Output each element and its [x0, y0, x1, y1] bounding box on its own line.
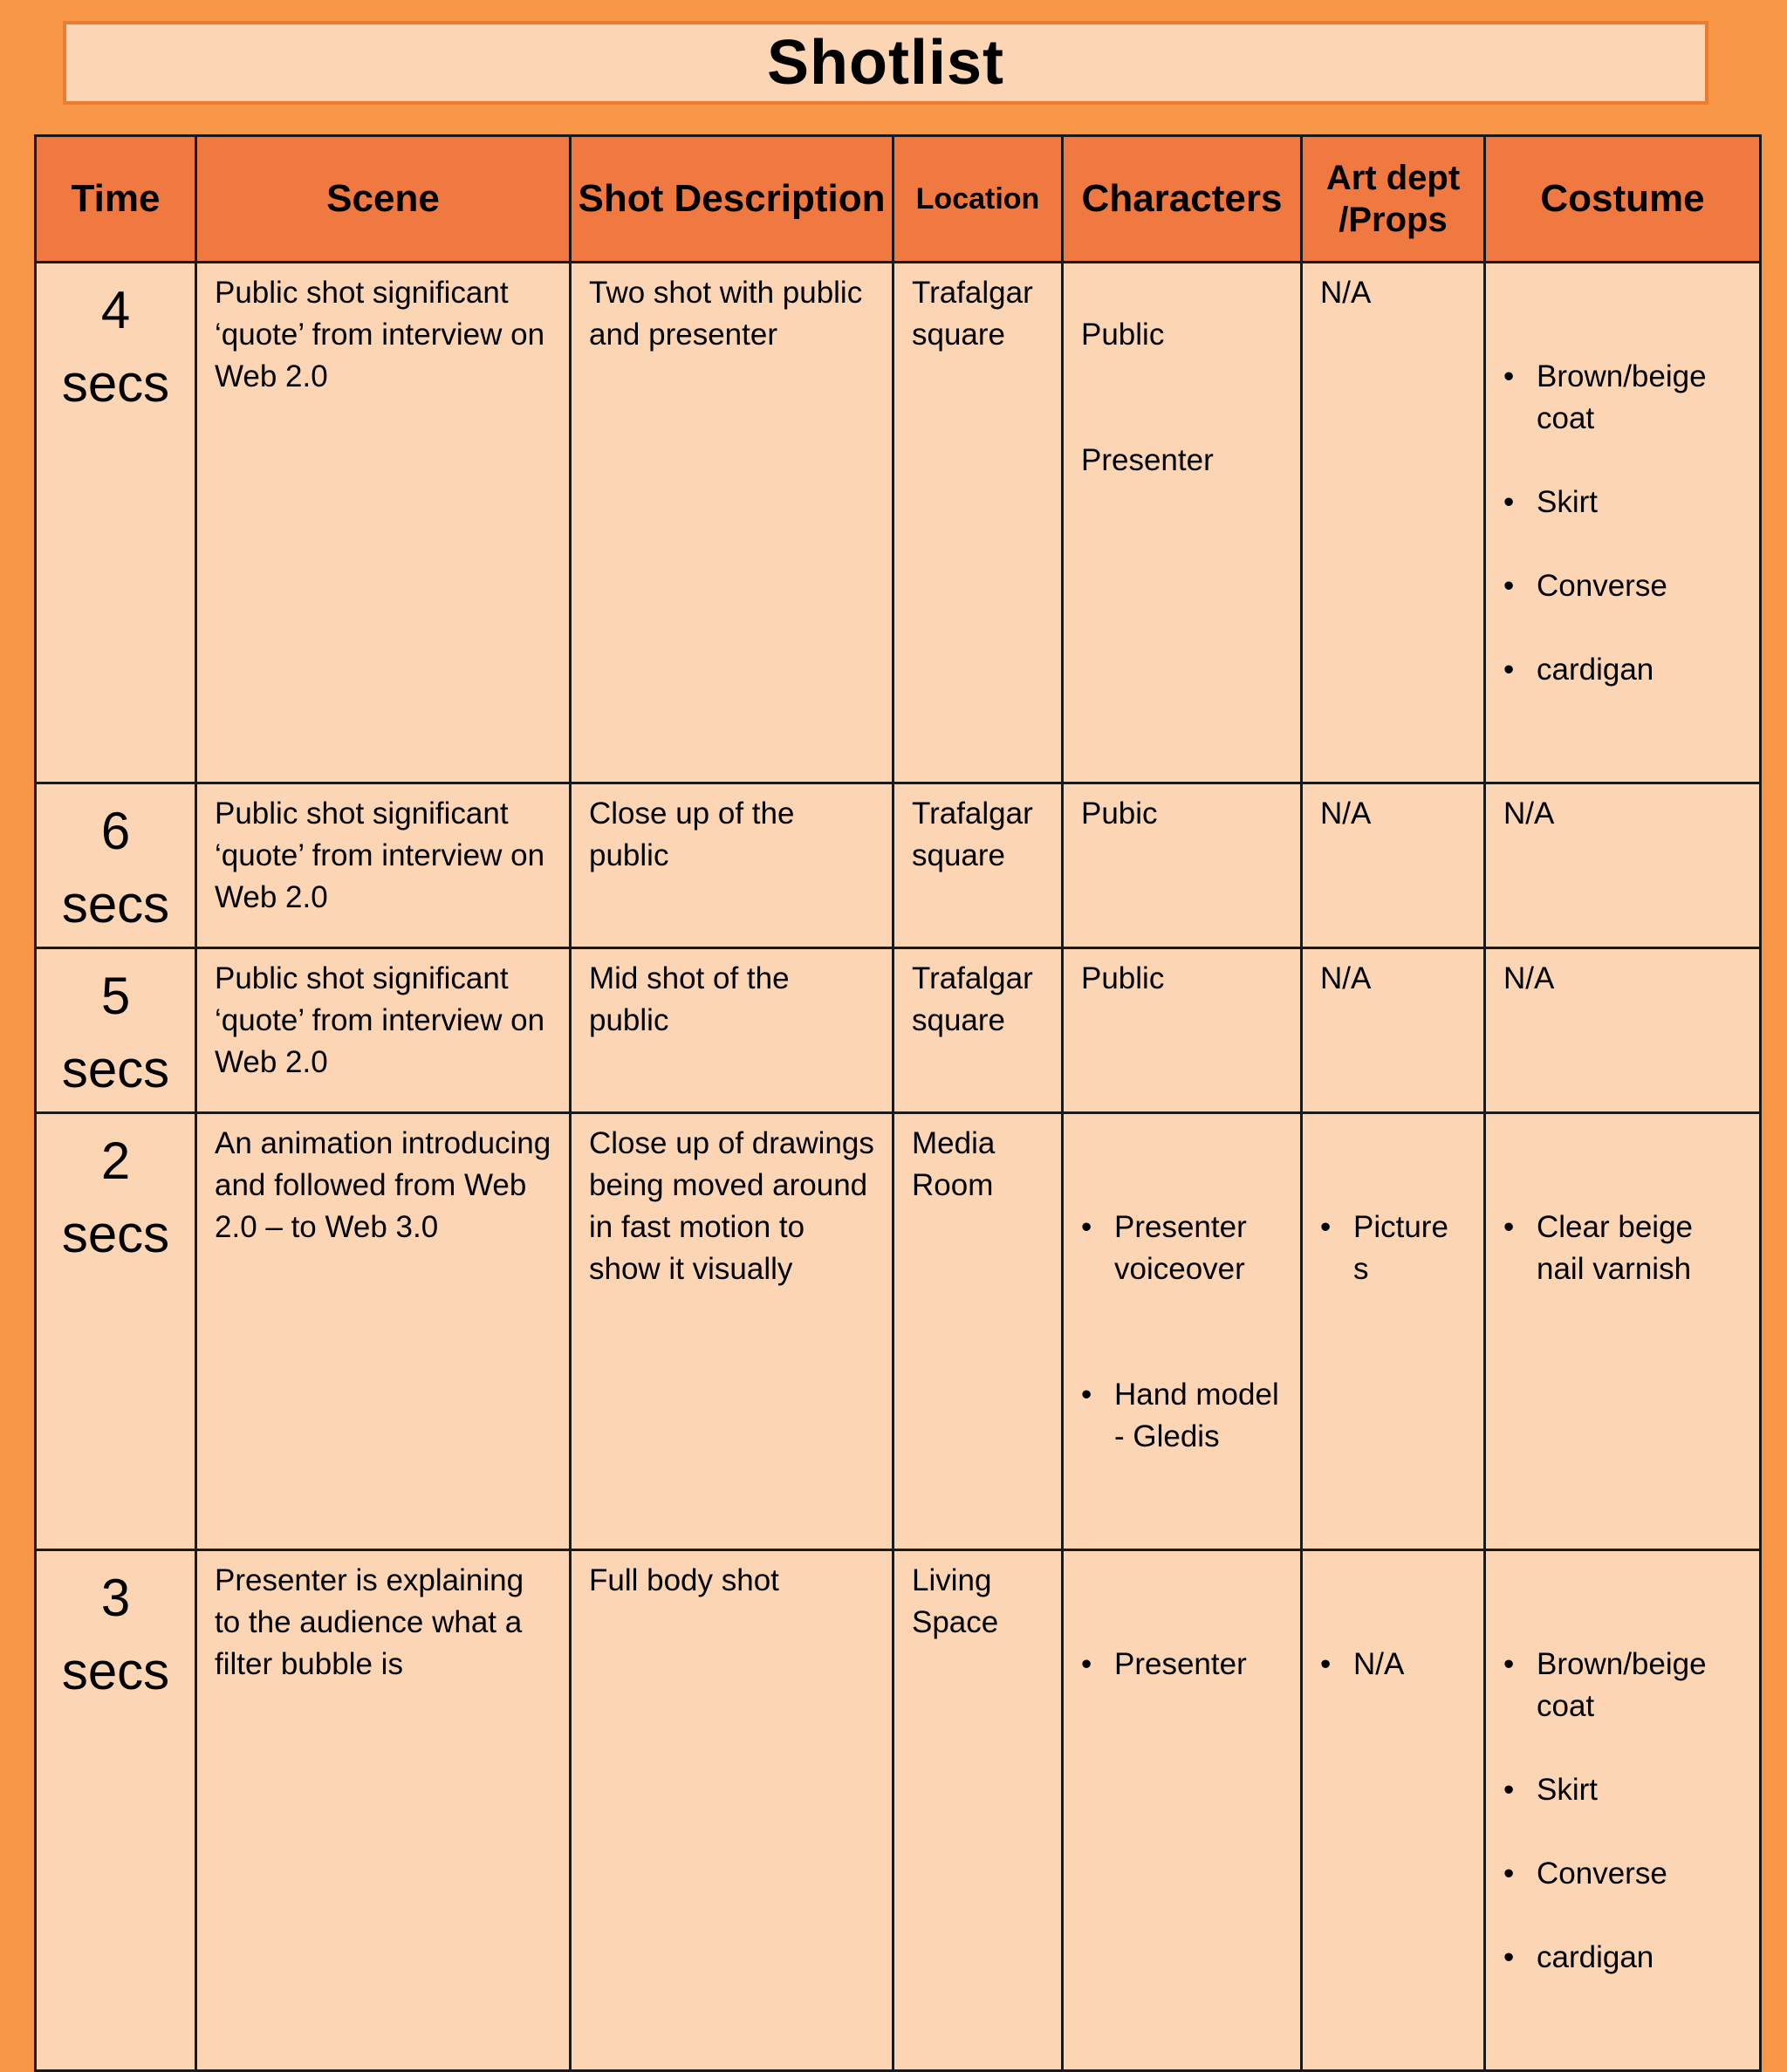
character-item: • Hand model - Gledis: [1114, 1374, 1284, 1458]
props-cell: [1302, 1550, 1485, 2071]
characters-cell: [1063, 1113, 1302, 1550]
character-item: • Presenter: [1114, 1644, 1284, 1686]
column-header-location: Location: [894, 136, 1063, 263]
time-value: 6: [100, 802, 131, 860]
characters-list: [1081, 1602, 1284, 1727]
column-header-costume: Costume: [1485, 136, 1761, 263]
costume-item: • cardigan: [1537, 649, 1743, 691]
props-item: • Picture s: [1353, 1207, 1468, 1290]
time-value: 5: [100, 967, 131, 1025]
time-cell: [36, 1113, 196, 1550]
characters-cell: [1063, 263, 1302, 783]
costume-list: [1503, 1165, 1743, 1332]
scene-cell: Presenter is explaining to the audience what a filter bubble is: [196, 1550, 571, 2071]
props-item: • N/A: [1353, 1644, 1468, 1686]
time-value: 3: [100, 1569, 131, 1627]
shot-description-cell: Full body shot: [571, 1550, 894, 2071]
character-item: • Presenter voiceover: [1114, 1207, 1284, 1290]
character-entry: Public: [1081, 318, 1165, 352]
costume-cell: [1485, 1113, 1761, 1550]
shot-description-cell: Close up of the public: [571, 783, 894, 948]
scene-cell: Public shot significant ‘quote’ from interview on Web 2.0: [196, 263, 571, 783]
column-header-characters: Characters: [1063, 136, 1302, 263]
time-cell: [36, 1550, 196, 2071]
location-cell: Trafalgar square: [894, 263, 1063, 783]
location-cell: Media Room: [894, 1113, 1063, 1550]
costume-cell: N/A: [1485, 783, 1761, 948]
location-cell: Trafalgar square: [894, 783, 1063, 948]
characters-cell: [1063, 1550, 1302, 2071]
page-title: Shotlist: [767, 28, 1004, 98]
column-header-art-dept-props: Art dept /Props: [1302, 136, 1485, 263]
title-box: [63, 21, 1708, 105]
header-row: [36, 136, 1761, 263]
table-row: [36, 1113, 1761, 1550]
time-cell: [36, 783, 196, 948]
props-cell: [1302, 1113, 1485, 1550]
shot-description-cell: Mid shot of the public: [571, 948, 894, 1113]
character-entry: Presenter: [1081, 443, 1214, 477]
costume-item: • Brown/beige coat: [1537, 1644, 1743, 1727]
costume-item: • Converse: [1537, 1853, 1743, 1895]
scene-cell: Public shot significant ‘quote’ from interview on Web 2.0: [196, 783, 571, 948]
time-cell: [36, 263, 196, 783]
costume-item: • Skirt: [1537, 1769, 1743, 1811]
scene-cell: Public shot significant ‘quote’ from interview on Web 2.0: [196, 948, 571, 1113]
time-unit: secs: [61, 875, 170, 933]
table-row: [36, 948, 1761, 1113]
table-row: [36, 1550, 1761, 2071]
time-unit: secs: [61, 354, 170, 413]
table-row: [36, 783, 1761, 948]
characters-cell: Public: [1063, 948, 1302, 1113]
column-header-time: Time: [36, 136, 196, 263]
column-header-shot-description: Shot Description: [571, 136, 894, 263]
shotlist-table: [34, 134, 1762, 2072]
costume-cell: N/A: [1485, 948, 1761, 1113]
costume-cell: [1485, 1550, 1761, 2071]
location-cell: Living Space: [894, 1550, 1063, 2071]
costume-item: • Brown/beige coat: [1537, 356, 1743, 440]
costume-item: • Converse: [1537, 565, 1743, 607]
props-cell: N/A: [1302, 948, 1485, 1113]
column-header-scene: Scene: [196, 136, 571, 263]
characters-cell: Pubic: [1063, 783, 1302, 948]
time-unit: secs: [61, 1205, 170, 1263]
costume-list: [1503, 314, 1743, 733]
costume-item: • cardigan: [1537, 1937, 1743, 1979]
time-unit: secs: [61, 1642, 170, 1700]
shot-description-cell: Two shot with public and presenter: [571, 263, 894, 783]
time-unit: secs: [61, 1040, 170, 1098]
costume-list: [1503, 1602, 1743, 2021]
scene-cell: An animation introducing and followed from Web 2.0 – to Web 3.0: [196, 1113, 571, 1550]
props-list: [1320, 1165, 1468, 1332]
costume-item: • Skirt: [1537, 482, 1743, 523]
time-value: 2: [100, 1132, 131, 1190]
props-cell: N/A: [1302, 263, 1485, 783]
time-value: 4: [100, 281, 131, 339]
costume-cell: [1485, 263, 1761, 783]
location-cell: Trafalgar square: [894, 948, 1063, 1113]
props-cell: N/A: [1302, 783, 1485, 948]
table-row: [36, 263, 1761, 783]
time-cell: [36, 948, 196, 1113]
characters-list: [1081, 1165, 1284, 1500]
shot-description-cell: Close up of drawings being moved around in fast motion to show it visually: [571, 1113, 894, 1550]
costume-item: • Clear beige nail varnish: [1537, 1207, 1743, 1290]
props-list: [1320, 1602, 1468, 1727]
